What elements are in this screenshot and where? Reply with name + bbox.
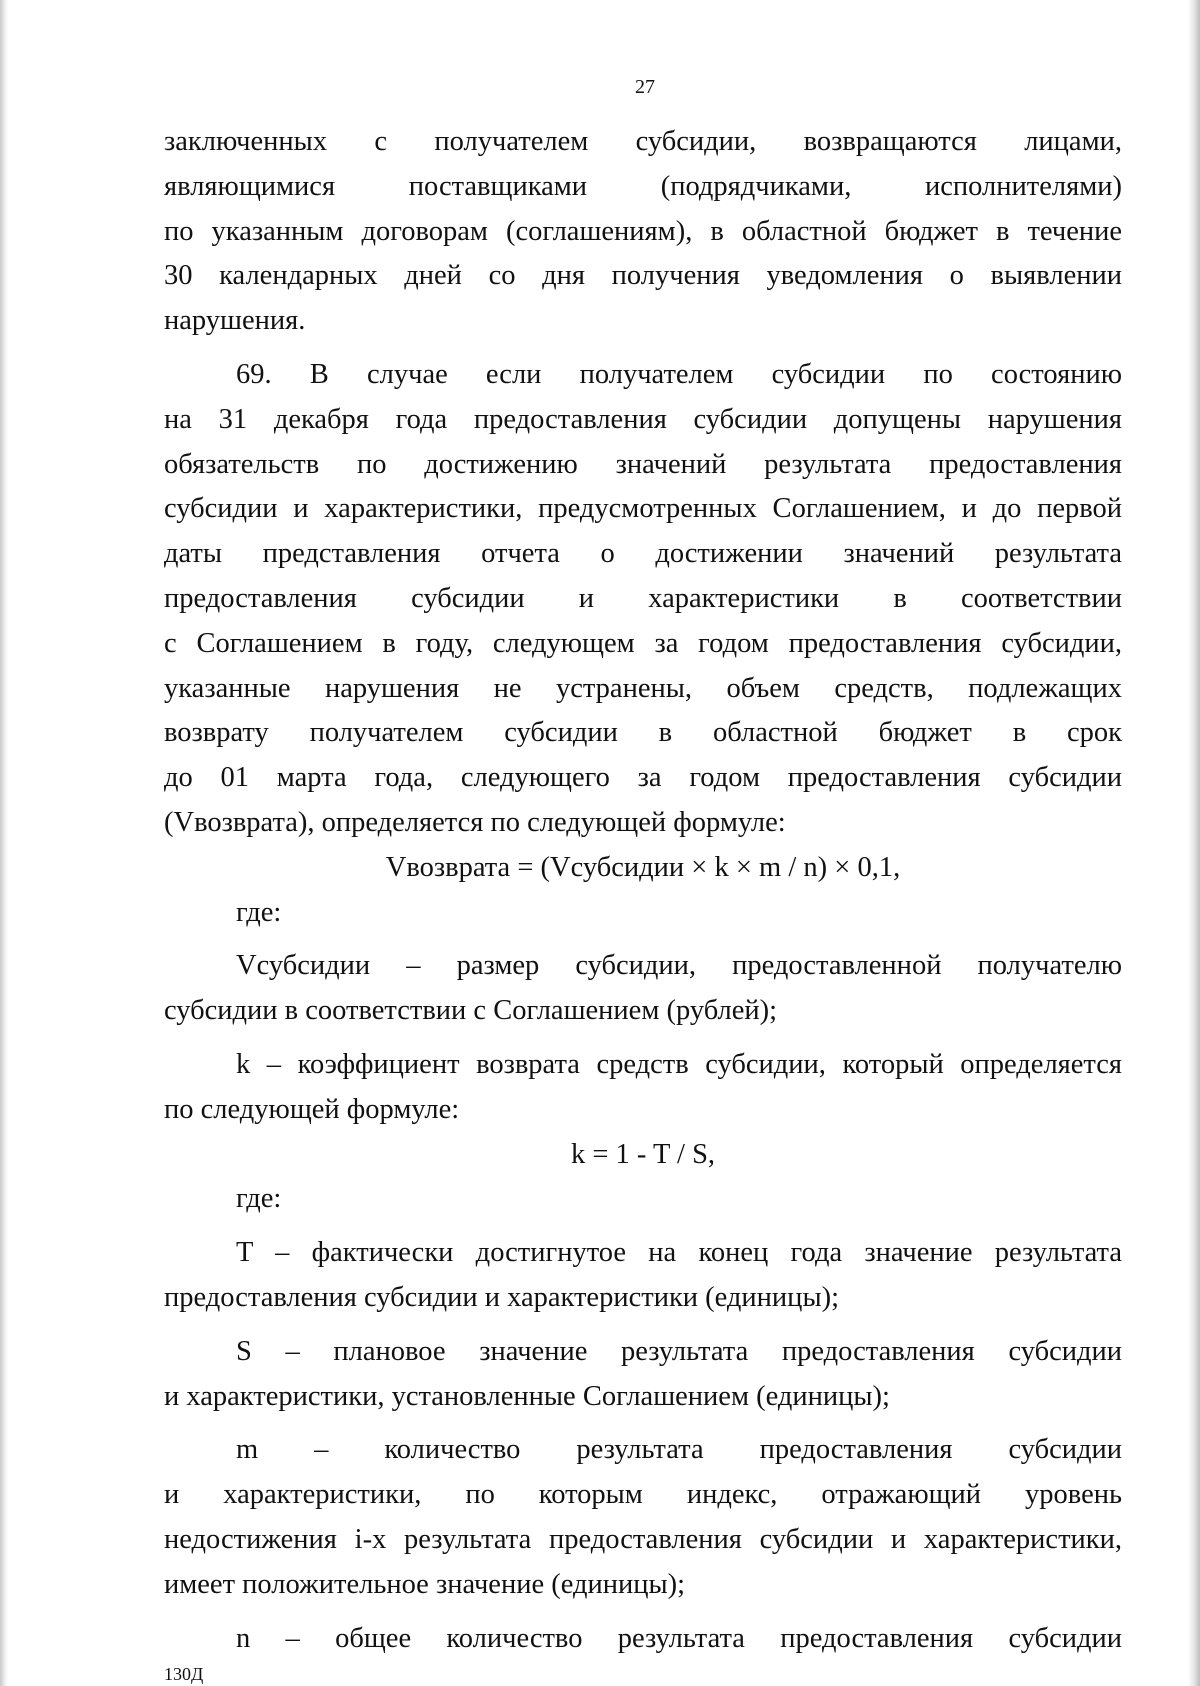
text-line: предоставления субсидии и характеристики в соответствии bbox=[164, 582, 1122, 614]
text-line: являющимися поставщиками (подрядчиками, исполнителями) bbox=[164, 170, 1122, 202]
scan-edge-left bbox=[0, 0, 8, 1686]
paragraph-gap bbox=[164, 935, 1122, 944]
definition-s: S – плановое значение результата предоставления субсидии bbox=[236, 1335, 1122, 1367]
definition-t: T – фактически достигнутое на конец года значение результата bbox=[236, 1237, 1122, 1269]
paragraph-69-start: 69. В случае если получателем субсидии по состоянию bbox=[236, 358, 1122, 390]
definition-k: k – коэффициент возврата средств субсидии, который определяется bbox=[236, 1048, 1122, 1080]
where-label: где: bbox=[236, 1183, 282, 1215]
definition-n: n – общее количество результата предоставления субсидии bbox=[236, 1622, 1122, 1654]
where-label: где: bbox=[236, 896, 282, 928]
text-line: (Vвозврата), определяется по следующей формуле: bbox=[164, 806, 786, 838]
text-line: с Соглашением в году, следующем за годом предоставления субсидии, bbox=[164, 627, 1122, 659]
document-body bbox=[164, 120, 1122, 1661]
text-line: возврату получателем субсидии в областной бюджет в срок bbox=[164, 717, 1122, 749]
text-line: и характеристики, установленные Соглашением (единицы); bbox=[164, 1380, 890, 1412]
paragraph-gap bbox=[164, 1222, 1122, 1231]
paragraph-gap bbox=[164, 1608, 1122, 1617]
text-line: обязательств по достижению значений результата предоставления bbox=[164, 448, 1122, 480]
text-line: до 01 марта года, следующего за годом предоставления субсидии bbox=[164, 762, 1122, 794]
paragraph-gap bbox=[164, 1321, 1122, 1330]
text-line: недостижения i-х результата предоставления субсидии и характеристики, bbox=[164, 1523, 1122, 1555]
definition-m: m – количество результата предоставления субсидии bbox=[236, 1434, 1122, 1466]
page-number: 27 bbox=[635, 76, 655, 98]
paragraph-gap bbox=[164, 344, 1122, 353]
text-line: по следующей формуле: bbox=[164, 1093, 460, 1125]
text-line: субсидии и характеристики, предусмотренных Соглашением, и до первой bbox=[164, 493, 1122, 525]
formula-v-return: Vвозврата = (Vсубсидии × k × m / n) × 0,1, bbox=[385, 851, 901, 883]
text-line: указанные нарушения не устранены, объем средств, подлежащих bbox=[164, 672, 1122, 704]
definition-v-subsidy: Vсубсидии – размер субсидии, предоставленной получателю bbox=[236, 950, 1122, 982]
text-line: субсидии в соответствии с Соглашением (рублей); bbox=[164, 995, 778, 1027]
formula-k: k = 1 - T / S, bbox=[570, 1138, 716, 1170]
text-line: имеет положительное значение (единицы); bbox=[164, 1568, 686, 1600]
text-line: по указанным договорам (соглашениям), в областной бюджет в течение bbox=[164, 215, 1122, 247]
paragraph-gap bbox=[164, 1034, 1122, 1043]
scan-edge-right bbox=[1188, 0, 1200, 1686]
text-line: на 31 декабря года предоставления субсидии допущены нарушения bbox=[164, 403, 1122, 435]
text-line: предоставления субсидии и характеристики (единицы); bbox=[164, 1281, 839, 1313]
text-line: даты представления отчета о достижении значений результата bbox=[164, 538, 1122, 570]
text-line: заключенных с получателем субсидии, возвращаются лицами, bbox=[164, 126, 1122, 157]
text-line: нарушения. bbox=[164, 305, 306, 337]
text-line: 30 календарных дней со дня получения уведомления о выявлении bbox=[164, 260, 1122, 292]
document-code: 130Д bbox=[164, 1664, 204, 1684]
paragraph-gap bbox=[164, 1419, 1122, 1428]
text-line: и характеристики, по которым индекс, отражающий уровень bbox=[164, 1479, 1122, 1511]
